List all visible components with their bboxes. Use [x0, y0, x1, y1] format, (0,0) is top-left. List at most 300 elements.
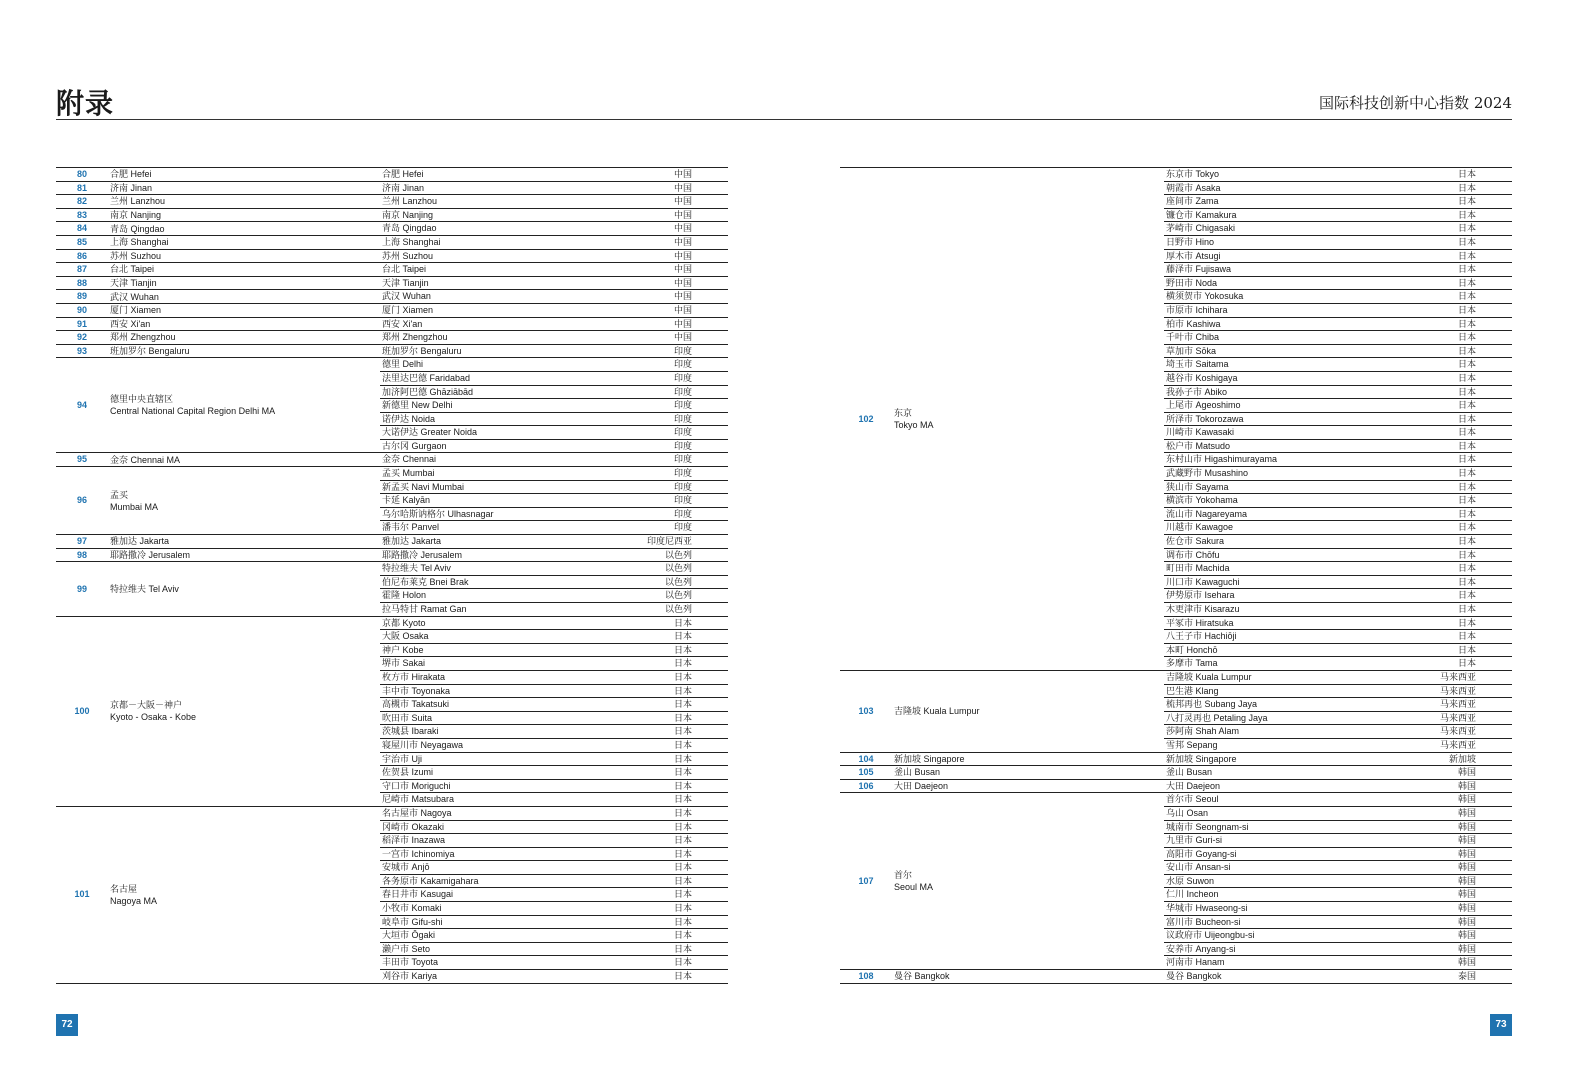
country-cell: 印度 — [610, 467, 728, 481]
city-cell: 小牧市 Komaki — [380, 902, 610, 916]
city-cell: 法里达巴德 Faridabad — [380, 371, 610, 385]
country-cell: 日本 — [1394, 222, 1512, 236]
metro-name-cell — [108, 290, 380, 304]
country-cell: 韩国 — [1394, 779, 1512, 793]
country-cell: 韩国 — [1394, 929, 1512, 943]
city-cell: 巴生港 Klang — [1164, 684, 1394, 698]
country-cell: 韩国 — [1394, 834, 1512, 848]
country-cell: 中国 — [610, 290, 728, 304]
city-cell: 本町 Honchō — [1164, 643, 1394, 657]
country-cell: 韩国 — [1394, 820, 1512, 834]
city-cell: 古尔冈 Gurgaon — [380, 439, 610, 453]
city-cell: 横滨市 Yokohama — [1164, 494, 1394, 508]
table-row — [56, 181, 728, 195]
metro-name-en: Nagoya MA — [110, 895, 158, 906]
rank-cell: 102 — [840, 168, 892, 671]
rank-cell: 92 — [56, 331, 108, 345]
metro-name: 德里中央直辖区 — [110, 394, 174, 405]
city-cell: 木更津市 Kisarazu — [1164, 603, 1394, 617]
metro-name: 青岛 Qingdao — [110, 223, 165, 234]
city-cell: 茅崎市 Chigasaki — [1164, 222, 1394, 236]
metro-name: 上海 Shanghai — [110, 237, 169, 248]
metro-name-cell — [892, 793, 1164, 970]
metro-name-cell — [108, 222, 380, 236]
city-cell: 城南市 Seongnam-si — [1164, 820, 1394, 834]
rank-cell: 83 — [56, 208, 108, 222]
table-row — [840, 970, 1512, 984]
metro-name-cell — [108, 263, 380, 277]
table-row — [56, 562, 728, 576]
metro-name-cell — [108, 467, 380, 535]
table-row — [840, 168, 1512, 182]
country-cell: 中国 — [610, 331, 728, 345]
country-cell: 日本 — [1394, 195, 1512, 209]
country-cell: 韩国 — [1394, 942, 1512, 956]
city-cell: 流山市 Nagareyama — [1164, 507, 1394, 521]
country-cell: 韩国 — [1394, 874, 1512, 888]
country-cell: 印度尼西亚 — [610, 535, 728, 549]
country-cell: 日本 — [610, 670, 728, 684]
country-cell: 日本 — [1394, 494, 1512, 508]
table-row — [56, 208, 728, 222]
city-cell: 枚方市 Hirakata — [380, 670, 610, 684]
city-cell: 安养市 Anyang-si — [1164, 942, 1394, 956]
metro-name: 班加罗尔 Bengaluru — [110, 346, 190, 357]
country-cell: 马来西亚 — [1394, 711, 1512, 725]
city-cell: 春日井市 Kasugai — [380, 888, 610, 902]
metro-name-cell — [108, 616, 380, 806]
country-cell: 日本 — [610, 806, 728, 820]
city-cell: 守口市 Moriguchi — [380, 779, 610, 793]
metro-name: 釜山 Busan — [894, 767, 941, 778]
city-cell: 加济阿巴德 Ghāziābād — [380, 385, 610, 399]
country-cell: 马来西亚 — [1394, 725, 1512, 739]
rank-cell: 91 — [56, 317, 108, 331]
metro-name-cell — [108, 317, 380, 331]
city-cell: 水原 Suwon — [1164, 874, 1394, 888]
city-cell: 华城市 Hwaseong-si — [1164, 902, 1394, 916]
country-cell: 日本 — [610, 711, 728, 725]
city-cell: 高槻市 Takatsuki — [380, 698, 610, 712]
rank-cell: 98 — [56, 548, 108, 562]
country-cell: 日本 — [610, 902, 728, 916]
metro-name-cell — [108, 208, 380, 222]
city-cell: 高阳市 Goyang-si — [1164, 847, 1394, 861]
metro-name-cell — [108, 235, 380, 249]
country-cell: 日本 — [610, 684, 728, 698]
city-cell: 伯尼布莱克 Bnei Brak — [380, 575, 610, 589]
rank-cell: 101 — [56, 806, 108, 983]
city-cell: 多摩市 Tama — [1164, 657, 1394, 671]
rank-cell: 90 — [56, 303, 108, 317]
metro-name-cell — [108, 303, 380, 317]
rank-cell: 97 — [56, 535, 108, 549]
city-cell: 安城市 Anjō — [380, 861, 610, 875]
country-cell: 日本 — [1394, 562, 1512, 576]
city-cell: 金奈 Chennai — [380, 453, 610, 467]
city-cell: 首尔市 Seoul — [1164, 793, 1394, 807]
country-cell: 日本 — [610, 861, 728, 875]
country-cell: 马来西亚 — [1394, 698, 1512, 712]
table-row — [56, 467, 728, 481]
city-cell: 大田 Daejeon — [1164, 779, 1394, 793]
city-cell: 京都 Kyoto — [380, 616, 610, 630]
city-cell: 青岛 Qingdao — [380, 222, 610, 236]
country-cell: 日本 — [1394, 467, 1512, 481]
table-row — [56, 616, 728, 630]
city-cell: 西安 Xi'an — [380, 317, 610, 331]
country-cell: 以色列 — [610, 575, 728, 589]
table-row — [56, 249, 728, 263]
country-cell: 日本 — [610, 779, 728, 793]
city-cell: 东京市 Tokyo — [1164, 168, 1394, 182]
table-row — [840, 670, 1512, 684]
country-cell: 日本 — [1394, 643, 1512, 657]
country-cell: 韩国 — [1394, 793, 1512, 807]
city-cell: 梳邦再也 Subang Jaya — [1164, 698, 1394, 712]
table-row — [56, 317, 728, 331]
country-cell: 日本 — [1394, 426, 1512, 440]
city-cell: 调布市 Chōfu — [1164, 548, 1394, 562]
city-cell: 东村山市 Higashimurayama — [1164, 453, 1394, 467]
report-title: 国际科技创新中心指数 2024 — [1319, 94, 1512, 112]
city-cell: 松户市 Matsudo — [1164, 439, 1394, 453]
metro-name: 苏州 Suzhou — [110, 250, 162, 261]
table-row — [840, 793, 1512, 807]
country-cell: 新加坡 — [1394, 752, 1512, 766]
country-cell: 日本 — [1394, 548, 1512, 562]
table-row — [56, 303, 728, 317]
city-cell: 班加罗尔 Bengaluru — [380, 344, 610, 358]
metro-name: 西安 Xi'an — [110, 318, 151, 329]
country-cell: 日本 — [610, 874, 728, 888]
page-number-left: 72 — [56, 1014, 78, 1036]
metro-name-cell — [108, 548, 380, 562]
city-cell: 日野市 Hino — [1164, 235, 1394, 249]
rank-cell: 107 — [840, 793, 892, 970]
metro-name: 孟买 — [110, 489, 129, 500]
country-cell: 日本 — [1394, 630, 1512, 644]
city-cell: 各务原市 Kakamigahara — [380, 874, 610, 888]
city-cell: 釜山 Busan — [1164, 766, 1394, 780]
metro-name: 大田 Daejeon — [894, 781, 949, 792]
country-cell: 日本 — [610, 834, 728, 848]
city-cell: 九里市 Guri-si — [1164, 834, 1394, 848]
city-cell: 冈崎市 Okazaki — [380, 820, 610, 834]
country-cell: 中国 — [610, 249, 728, 263]
metro-name-cell — [108, 249, 380, 263]
table-row — [56, 331, 728, 345]
country-cell: 韩国 — [1394, 888, 1512, 902]
metro-name-cell — [108, 344, 380, 358]
metro-name-en: Tokyo MA — [894, 419, 934, 430]
table-row — [56, 168, 728, 182]
table-row — [56, 806, 728, 820]
country-cell: 日本 — [1394, 507, 1512, 521]
city-cell: 一宫市 Ichinomiya — [380, 847, 610, 861]
city-cell: 特拉维夫 Tel Aviv — [380, 562, 610, 576]
city-cell: 孟买 Mumbai — [380, 467, 610, 481]
country-cell: 日本 — [1394, 616, 1512, 630]
country-cell: 日本 — [1394, 263, 1512, 277]
country-cell: 印度 — [610, 385, 728, 399]
city-cell: 武汉 Wuhan — [380, 290, 610, 304]
city-cell: 川越市 Kawagoe — [1164, 521, 1394, 535]
country-cell: 韩国 — [1394, 915, 1512, 929]
country-cell: 中国 — [610, 263, 728, 277]
country-cell: 中国 — [610, 276, 728, 290]
metro-name: 首尔 — [894, 870, 913, 881]
city-cell: 武藏野市 Musashino — [1164, 467, 1394, 481]
city-cell: 曼谷 Bangkok — [1164, 970, 1394, 984]
country-cell: 以色列 — [610, 589, 728, 603]
city-cell: 济南 Jinan — [380, 181, 610, 195]
metro-name-en: Kyoto - Osaka - Kobe — [110, 712, 197, 723]
city-cell: 堺市 Sakai — [380, 657, 610, 671]
country-cell: 以色列 — [610, 562, 728, 576]
country-cell: 日本 — [610, 752, 728, 766]
country-cell: 韩国 — [1394, 847, 1512, 861]
city-cell: 刈谷市 Kariya — [380, 970, 610, 984]
country-cell: 日本 — [1394, 399, 1512, 413]
country-cell: 日本 — [610, 698, 728, 712]
country-cell: 中国 — [610, 317, 728, 331]
country-cell: 泰国 — [1394, 970, 1512, 984]
table-row — [56, 222, 728, 236]
ranking-table-body-left — [56, 168, 728, 984]
country-cell: 中国 — [610, 303, 728, 317]
country-cell: 印度 — [610, 371, 728, 385]
city-cell: 新加坡 Singapore — [1164, 752, 1394, 766]
country-cell: 中国 — [610, 222, 728, 236]
country-cell: 日本 — [1394, 385, 1512, 399]
city-cell: 乌山 Osan — [1164, 806, 1394, 820]
metro-name-cell — [108, 535, 380, 549]
table-row — [56, 535, 728, 549]
city-cell: 藤泽市 Fujisawa — [1164, 263, 1394, 277]
city-cell: 八打灵再也 Petaling Jaya — [1164, 711, 1394, 725]
country-cell: 日本 — [610, 616, 728, 630]
country-cell: 日本 — [1394, 344, 1512, 358]
rank-cell: 95 — [56, 453, 108, 467]
country-cell: 日本 — [610, 725, 728, 739]
city-cell: 所泽市 Tokorozawa — [1164, 412, 1394, 426]
city-cell: 厦门 Xiamen — [380, 303, 610, 317]
country-cell: 日本 — [1394, 412, 1512, 426]
city-cell: 乌尔哈斯讷格尔 Ulhasnagar — [380, 507, 610, 521]
metro-name-cell — [108, 276, 380, 290]
city-cell: 拉马特甘 Ramat Gan — [380, 603, 610, 617]
metro-name-cell — [108, 168, 380, 182]
table-row — [56, 290, 728, 304]
country-cell: 马来西亚 — [1394, 738, 1512, 752]
city-cell: 稻泽市 Inazawa — [380, 834, 610, 848]
table-row — [56, 263, 728, 277]
country-cell: 中国 — [610, 181, 728, 195]
city-cell: 横须贺市 Yokosuka — [1164, 290, 1394, 304]
metro-name-cell — [108, 358, 380, 453]
city-cell: 卡延 Kalyān — [380, 494, 610, 508]
country-cell: 日本 — [610, 942, 728, 956]
metro-name: 名古屋 — [110, 883, 138, 894]
rank-cell: 103 — [840, 670, 892, 752]
city-cell: 埼玉市 Saitama — [1164, 358, 1394, 372]
country-cell: 以色列 — [610, 548, 728, 562]
country-cell: 日本 — [610, 643, 728, 657]
country-cell: 日本 — [1394, 480, 1512, 494]
country-cell: 日本 — [1394, 331, 1512, 345]
metro-name-en: Mumbai MA — [110, 501, 159, 512]
metro-name: 厦门 Xiamen — [110, 305, 162, 316]
city-cell: 寝屋川市 Neyagawa — [380, 738, 610, 752]
country-cell: 印度 — [610, 358, 728, 372]
table-row — [56, 276, 728, 290]
metro-name: 台北 Taipei — [110, 264, 155, 275]
city-cell: 岐阜市 Gifu-shi — [380, 915, 610, 929]
city-cell: 大诺伊达 Greater Noida — [380, 426, 610, 440]
rank-cell: 94 — [56, 358, 108, 453]
metro-name: 曼谷 Bangkok — [894, 971, 950, 982]
city-cell: 合肥 Hefei — [380, 168, 610, 182]
country-cell: 日本 — [610, 766, 728, 780]
country-cell: 马来西亚 — [1394, 670, 1512, 684]
country-cell: 中国 — [610, 235, 728, 249]
country-cell: 印度 — [610, 494, 728, 508]
country-cell: 日本 — [1394, 589, 1512, 603]
country-cell: 日本 — [1394, 657, 1512, 671]
table-row — [56, 358, 728, 372]
city-cell: 雪邦 Sepang — [1164, 738, 1394, 752]
city-cell: 河南市 Hanam — [1164, 956, 1394, 970]
table-row — [56, 195, 728, 209]
country-cell: 日本 — [1394, 290, 1512, 304]
city-cell: 千叶市 Chiba — [1164, 331, 1394, 345]
metro-name: 特拉维夫 Tel Aviv — [110, 583, 179, 594]
city-cell: 濑户市 Seto — [380, 942, 610, 956]
metro-name: 天津 Tianjin — [110, 278, 157, 289]
country-cell: 日本 — [1394, 181, 1512, 195]
country-cell: 印度 — [610, 439, 728, 453]
metro-name: 郑州 Zhengzhou — [110, 332, 176, 343]
metro-name: 南京 Nanjing — [110, 210, 162, 221]
rank-cell: 93 — [56, 344, 108, 358]
table-row — [840, 766, 1512, 780]
city-cell: 伊势原市 Isehara — [1164, 589, 1394, 603]
city-cell: 德里 Delhi — [380, 358, 610, 372]
metro-name: 金奈 Chennai MA — [110, 454, 181, 465]
country-cell: 日本 — [610, 915, 728, 929]
country-cell: 印度 — [610, 412, 728, 426]
country-cell: 日本 — [1394, 276, 1512, 290]
city-cell: 雅加达 Jakarta — [380, 535, 610, 549]
table-row — [56, 453, 728, 467]
city-cell: 川口市 Kawaguchi — [1164, 575, 1394, 589]
city-cell: 上海 Shanghai — [380, 235, 610, 249]
city-cell: 吹田市 Suita — [380, 711, 610, 725]
city-cell: 安山市 Ansan-si — [1164, 861, 1394, 875]
metro-name: 合肥 Hefei — [110, 169, 152, 180]
country-cell: 印度 — [610, 426, 728, 440]
metro-name-cell — [892, 670, 1164, 752]
rank-cell: 80 — [56, 168, 108, 182]
country-cell: 日本 — [610, 793, 728, 807]
city-cell: 市原市 Ichihara — [1164, 303, 1394, 317]
country-cell: 印度 — [610, 399, 728, 413]
city-cell: 茨城县 Ibaraki — [380, 725, 610, 739]
header-rule — [56, 119, 1512, 120]
metro-name-cell — [108, 562, 380, 616]
metro-name: 雅加达 Jakarta — [110, 536, 170, 547]
country-cell: 中国 — [610, 208, 728, 222]
metro-name-cell — [892, 970, 1164, 984]
country-cell: 印度 — [610, 521, 728, 535]
city-cell: 莎阿南 Shah Alam — [1164, 725, 1394, 739]
metro-name-cell — [108, 181, 380, 195]
country-cell: 日本 — [1394, 439, 1512, 453]
country-cell: 日本 — [1394, 235, 1512, 249]
city-cell: 镰仓市 Kamakura — [1164, 208, 1394, 222]
country-cell: 日本 — [1394, 603, 1512, 617]
country-cell: 日本 — [610, 847, 728, 861]
city-cell: 新孟买 Navi Mumbai — [380, 480, 610, 494]
country-cell: 印度 — [610, 507, 728, 521]
city-cell: 川崎市 Kawasaki — [1164, 426, 1394, 440]
page-title: 附录 — [56, 87, 115, 120]
metro-name: 武汉 Wuhan — [110, 291, 159, 302]
city-cell: 富川市 Bucheon-si — [1164, 915, 1394, 929]
city-cell: 天津 Tianjin — [380, 276, 610, 290]
rank-cell: 104 — [840, 752, 892, 766]
city-cell: 八王子市 Hachiōji — [1164, 630, 1394, 644]
page-number-right: 73 — [1490, 1014, 1512, 1036]
country-cell: 日本 — [1394, 358, 1512, 372]
table-row — [840, 779, 1512, 793]
city-cell: 新德里 New Delhi — [380, 399, 610, 413]
country-cell: 日本 — [610, 929, 728, 943]
metro-name: 济南 Jinan — [110, 182, 153, 193]
table-row — [840, 752, 1512, 766]
metro-name-cell — [892, 168, 1164, 671]
country-cell: 日本 — [610, 970, 728, 984]
city-cell: 诺伊达 Noida — [380, 412, 610, 426]
country-cell: 日本 — [610, 738, 728, 752]
city-cell: 兰州 Lanzhou — [380, 195, 610, 209]
city-cell: 潘韦尔 Panvel — [380, 521, 610, 535]
metro-name: 东京 — [894, 407, 913, 418]
city-cell: 神户 Kobe — [380, 643, 610, 657]
country-cell: 日本 — [1394, 521, 1512, 535]
metro-name: 吉隆坡 Kuala Lumpur — [894, 706, 980, 717]
rank-cell: 99 — [56, 562, 108, 616]
country-cell: 韩国 — [1394, 861, 1512, 875]
city-cell: 上尾市 Ageoshimo — [1164, 399, 1394, 413]
country-cell: 日本 — [1394, 453, 1512, 467]
country-cell: 日本 — [1394, 249, 1512, 263]
rank-cell: 84 — [56, 222, 108, 236]
metro-name-en: Central National Capital Region Delhi MA — [110, 406, 276, 417]
city-cell: 台北 Taipei — [380, 263, 610, 277]
metro-name-cell — [108, 195, 380, 209]
city-cell: 宇治市 Uji — [380, 752, 610, 766]
city-cell: 平冢市 Hiratsuka — [1164, 616, 1394, 630]
city-cell: 佐贺县 Izumi — [380, 766, 610, 780]
city-cell: 丰中市 Toyonaka — [380, 684, 610, 698]
rank-cell: 81 — [56, 181, 108, 195]
metro-name-cell — [108, 806, 380, 983]
rank-cell: 88 — [56, 276, 108, 290]
country-cell: 印度 — [610, 453, 728, 467]
city-cell: 朝霞市 Asaka — [1164, 181, 1394, 195]
